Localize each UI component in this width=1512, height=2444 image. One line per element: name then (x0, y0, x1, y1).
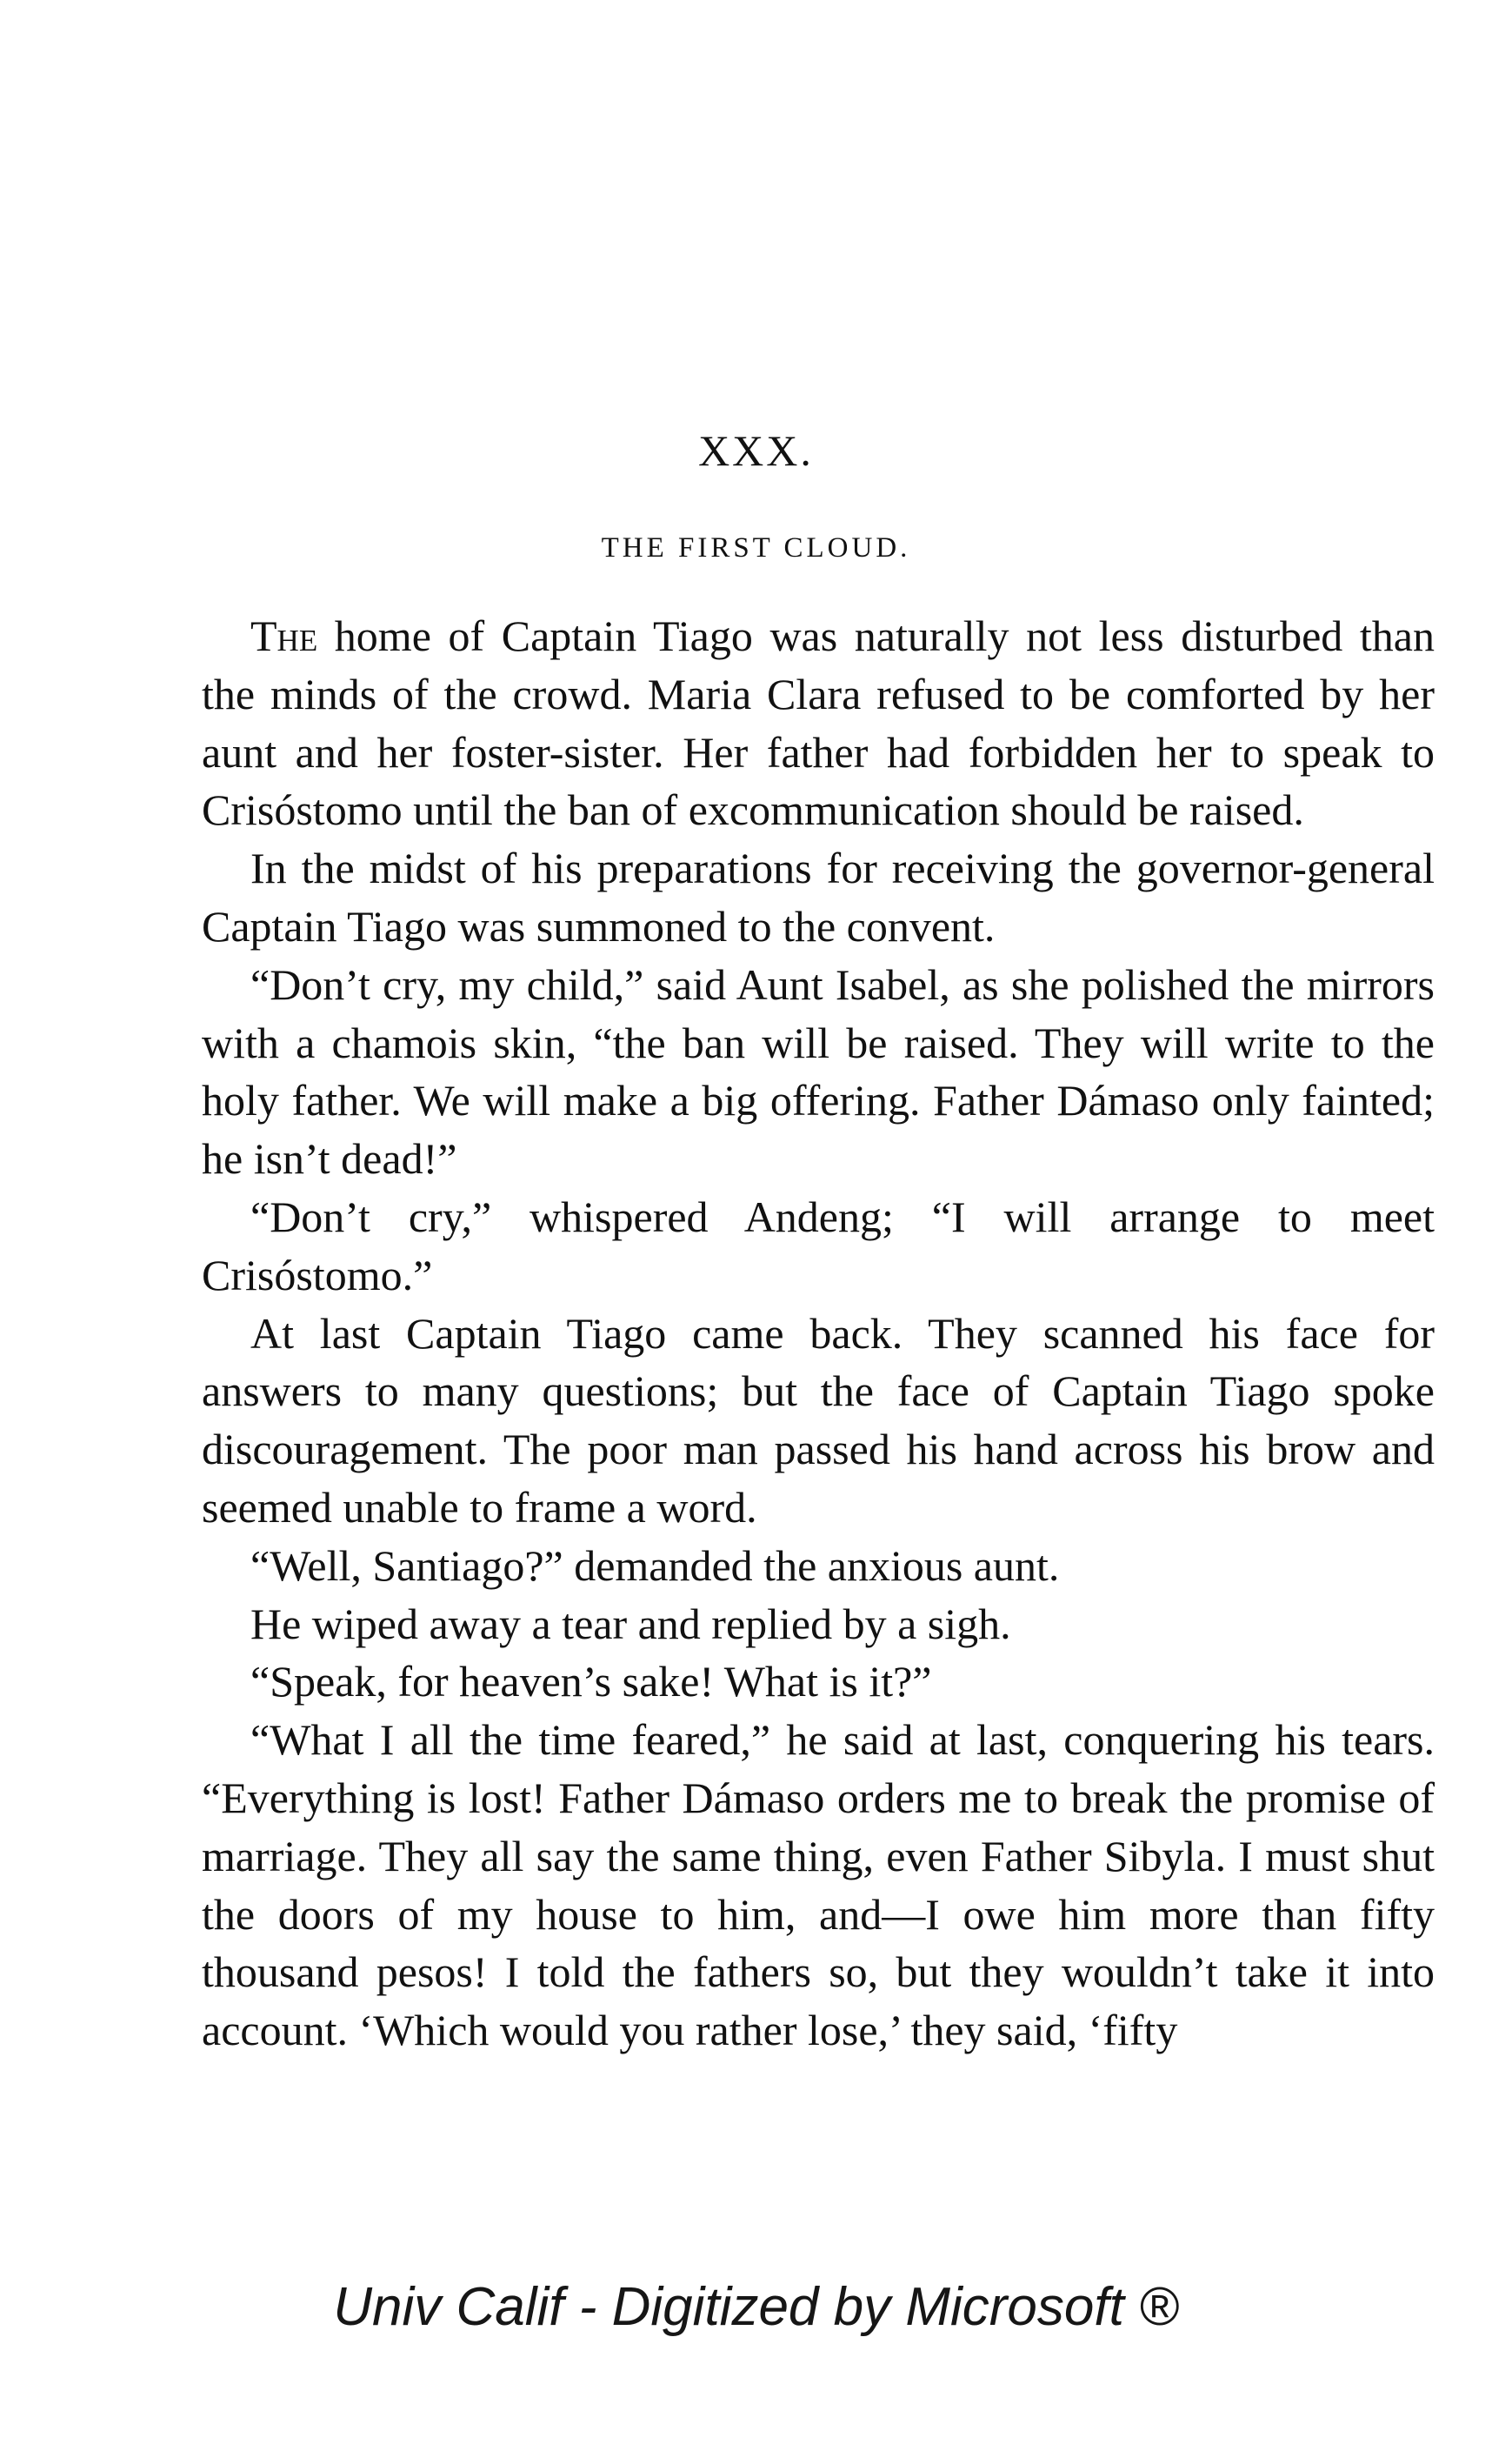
paragraph-3: “Don’t cry, my child,” said Aunt Isabel, as she polished the mirrors with a chamois skin, “the ban will be raised. They will write to the holy father. We will make a big offering. Father Dámaso only fainted; he isn’t dead!” (202, 959, 1435, 1184)
drop-word: The (250, 611, 318, 660)
paragraph-5: At last Captain Tiago came back. They scanned his face for answers to many questions; but the face of Captain Tiago spoke discouragement. The poor man passed his hand across his brow and seemed unable to frame a word. (202, 1308, 1435, 1532)
chapter-body (202, 607, 1435, 2060)
paragraph-2: In the midst of his preparations for receiving the governor-general Captain Tiago was summoned to the convent. (202, 844, 1435, 951)
chapter-title: THE FIRST CLOUD. (601, 532, 911, 564)
paragraph-9: “What I all the time feared,” he said at last, conquering his tears. “Everything is lost! Father Dámaso orders me to break the promise of marriage. They all say the same thing, even Father Sibyla. I must shut the doors of my house to him, and—I owe him more than fifty thousand pesos! I told the fathers so, but they wouldn’t take it into account. ‘Which would you rather lose,’ they said, ‘fifty (202, 1715, 1435, 2055)
chapter-number: XXX. (698, 426, 814, 475)
paragraph-text: home of Captain Tiago was naturally not less disturbed than the minds of the crowd. Maria Clara refused to be comforted by her aunt and her foster-sister. Her father had forbidden her to speak to Crisóstomo until the ban of excommunication should be raised. (202, 611, 1435, 835)
digitization-watermark: Univ Calif - Digitized by Microsoft ® (333, 2277, 1179, 2337)
paragraph-6: “Well, Santiago?” demanded the anxious aunt. (250, 1540, 1060, 1590)
paragraph-7: He wiped away a tear and replied by a sigh. (250, 1599, 1011, 1648)
paragraph-8: “Speak, for heaven’s sake! What is it?” (250, 1657, 932, 1706)
paragraph-1 (202, 607, 1435, 839)
paragraph-4: “Don’t cry,” whispered Andeng; “I will arrange to meet Crisóstomo.” (202, 1192, 1435, 1299)
